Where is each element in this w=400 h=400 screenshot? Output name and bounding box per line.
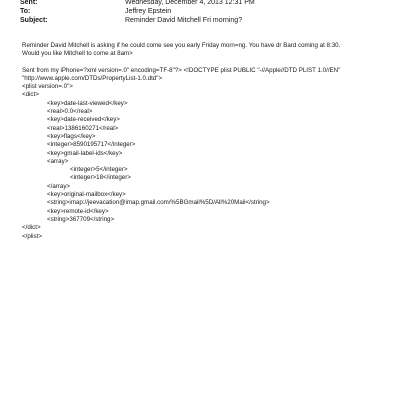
sent-value: Wednesday, December 4, 2013 12:31 PM bbox=[125, 0, 255, 6]
xml-line: <integer>18</integer> bbox=[70, 174, 131, 182]
to-label: To: bbox=[20, 8, 31, 15]
signature-line-1: Sent from my iPhone=?xml version=.0" encoding=TF-8"?> <!DOCTYPE plist PUBLIC "-//Apple//DTD PLIST 1.0//EN" bbox=[22, 66, 341, 74]
xml-line: <integer>5</integer> bbox=[70, 166, 128, 174]
xml-line: <key>original-mailbox</key> bbox=[47, 191, 126, 199]
signature-block bbox=[22, 67, 382, 241]
xml-line: </dict> bbox=[22, 224, 41, 232]
xml-line: <dict> bbox=[22, 91, 39, 99]
xml-line: <string>367709</string> bbox=[47, 215, 115, 223]
xml-line: <integer>8590195717</integer> bbox=[47, 141, 136, 149]
xml-plist-block bbox=[22, 83, 382, 241]
xml-line: <key>remote-id</key> bbox=[47, 207, 109, 215]
signature-line-2: "http://www.apple.com/DTDs/PropertyList-1.0.dtd"> bbox=[22, 74, 163, 82]
xml-line: </plist> bbox=[22, 232, 42, 240]
xml-line: <real>0.0</real> bbox=[47, 108, 93, 116]
message-line-2: Would you like Mitchell to come at 8am> bbox=[22, 50, 133, 58]
xml-line: <plist version=.0"> bbox=[22, 83, 73, 91]
message-paragraph bbox=[22, 42, 382, 59]
xml-line: <string>imap://jeevacation@imap.gmail.com/%5BGmail%5D/All%20Mail</string> bbox=[47, 199, 270, 207]
xml-line: <key>date-last-viewed</key> bbox=[47, 99, 128, 107]
message-line-1: Reminder David Mitchell is asking if he could come see you early Friday morn=ng. You have dr Bard coming at 8:30. bbox=[22, 42, 341, 49]
subject-label: Subject: bbox=[20, 17, 48, 24]
xml-line: <key>date-received</key> bbox=[47, 116, 120, 124]
xml-line: <array> bbox=[47, 157, 69, 165]
sent-label: Sent: bbox=[20, 0, 38, 6]
xml-line: <real>1386160271</real> bbox=[47, 124, 119, 132]
email-body bbox=[22, 42, 382, 241]
xml-line: </array> bbox=[47, 182, 71, 190]
xml-line: <key>flags</key> bbox=[47, 132, 96, 140]
subject-value: Reminder David Mitchell Fri morning? bbox=[125, 17, 243, 24]
xml-line: <key>gmail-label-ids</key> bbox=[47, 149, 123, 157]
to-value: Jeffrey Epstein bbox=[125, 8, 172, 15]
